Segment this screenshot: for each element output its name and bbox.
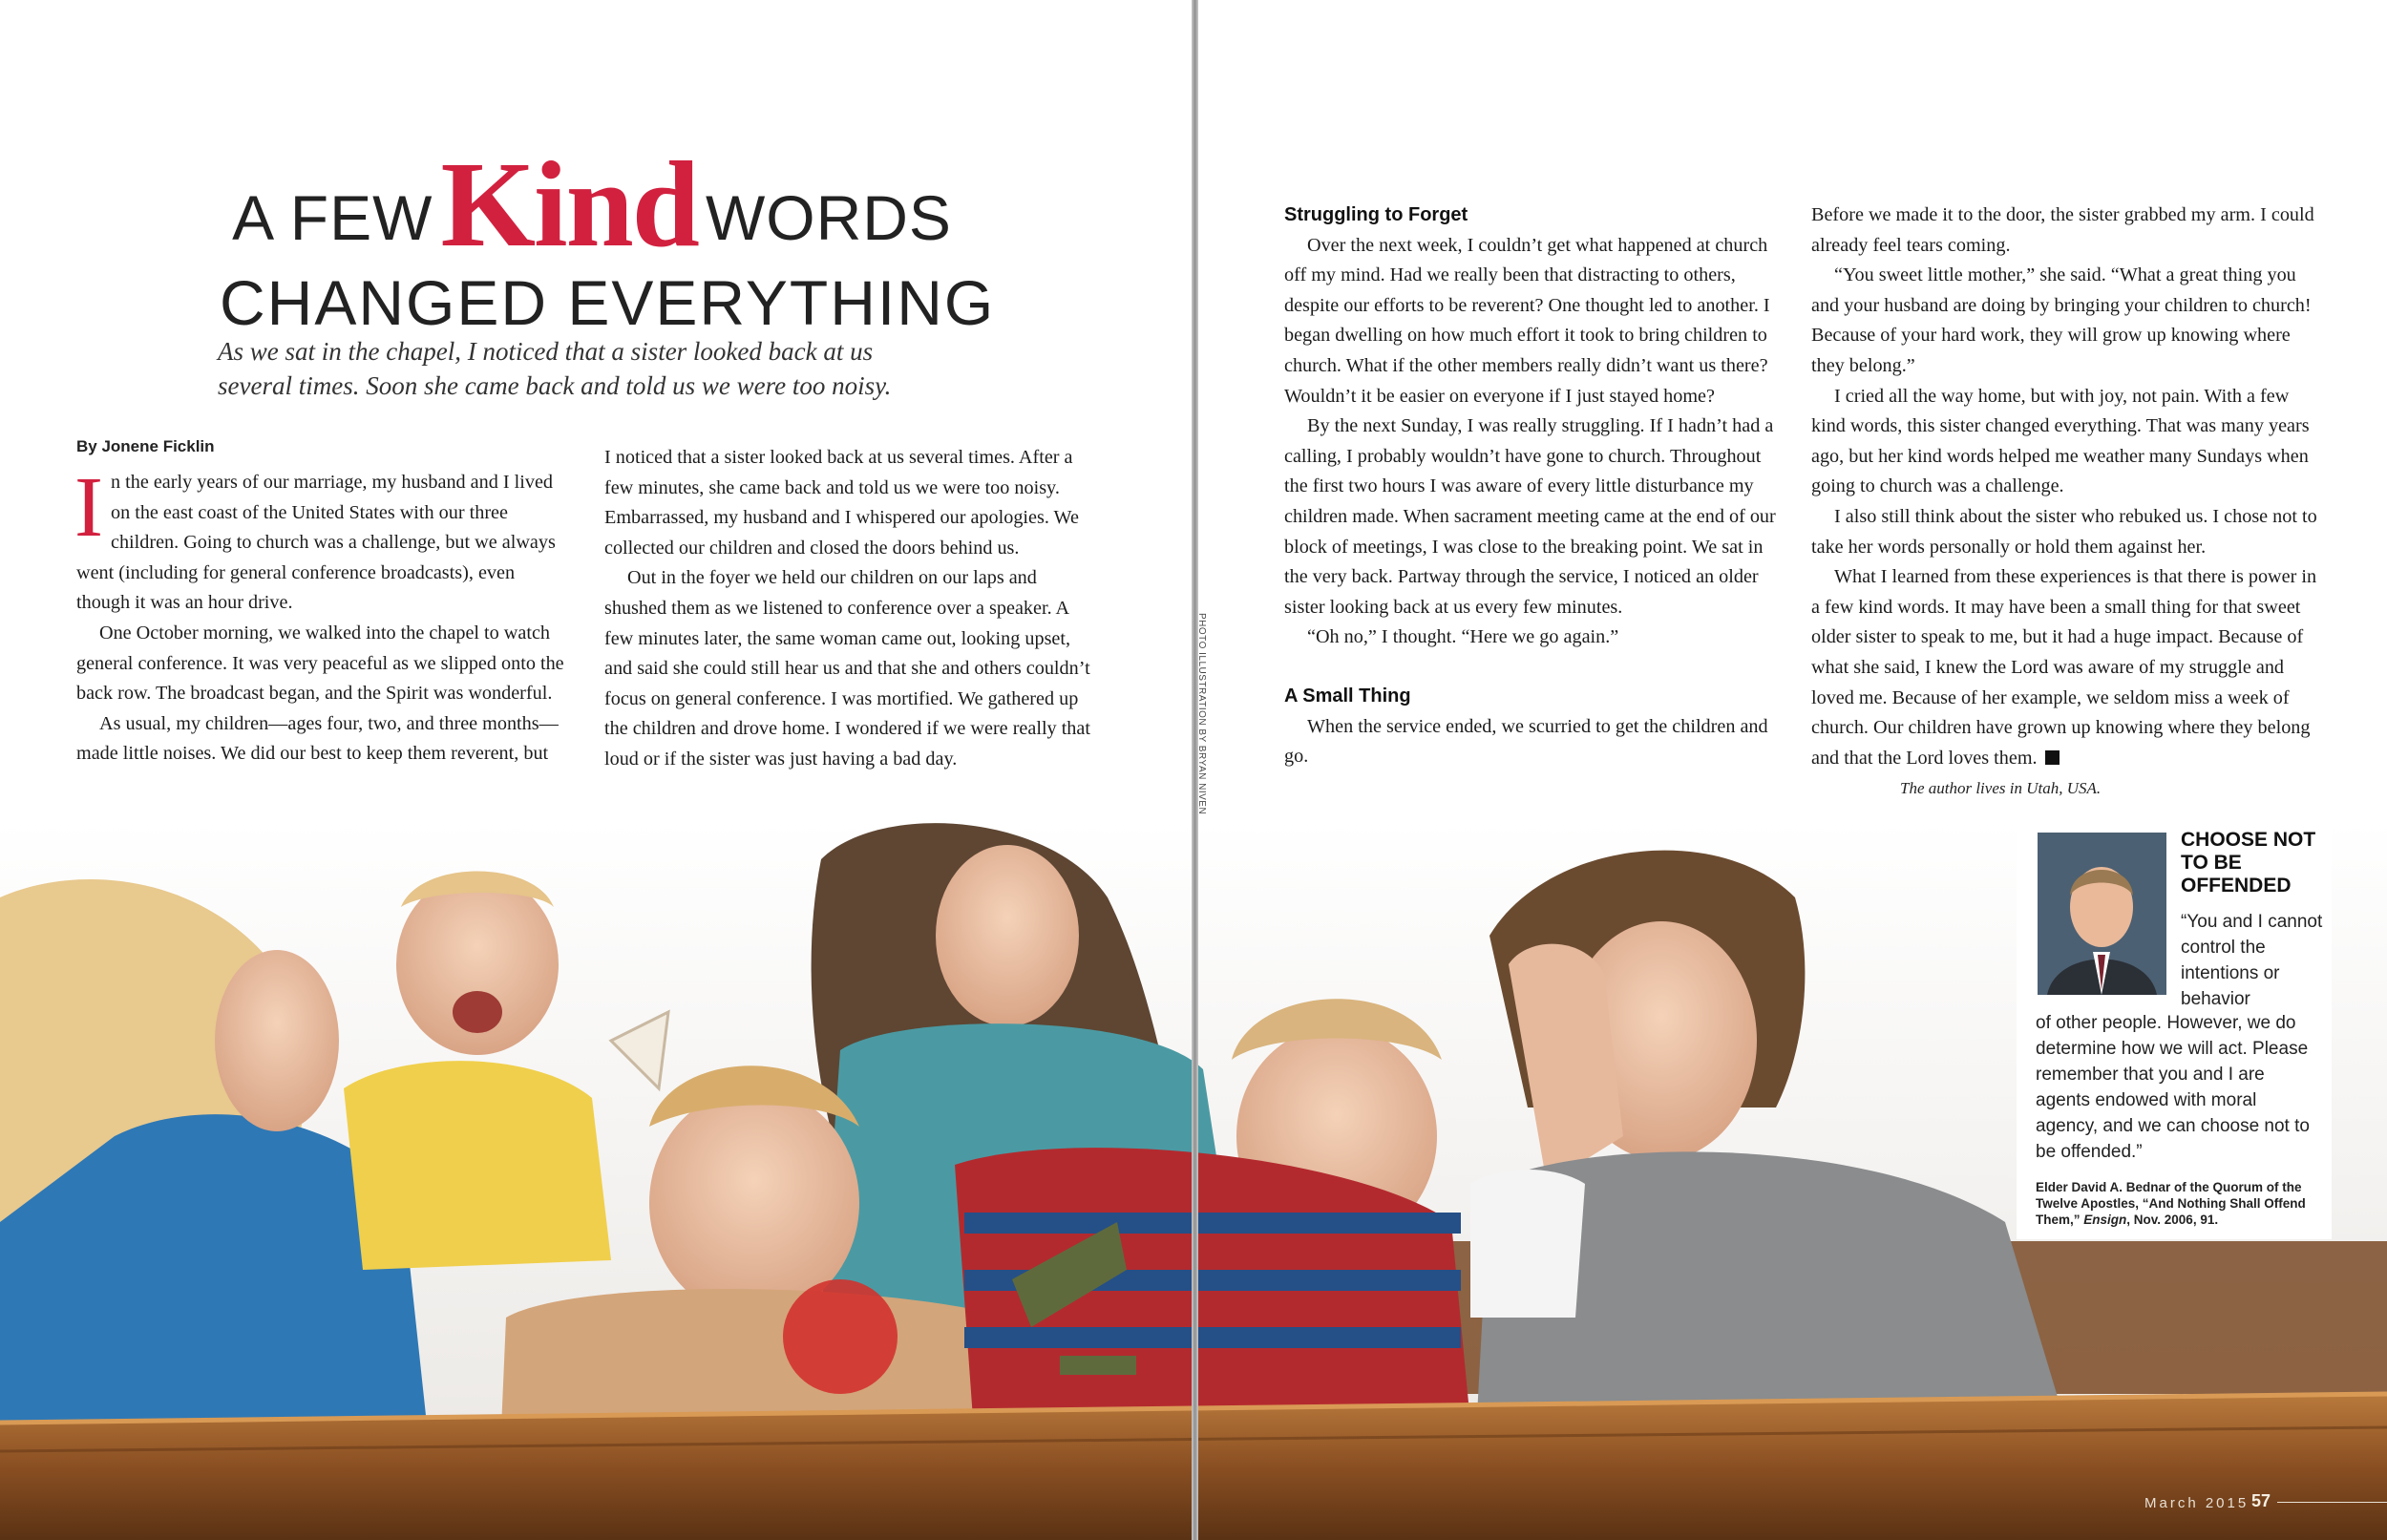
subheading-small-thing: A Small Thing xyxy=(1284,685,1411,707)
citation-main: Elder David A. Bednar of the Quorum of the Twelve Apostles, “And Nothing Shall Offend Them,” xyxy=(2036,1180,2306,1227)
col1-paragraph-2: One October morning, we walked into the chapel to watch general conference. It was very peaceful as we slipped onto the back row. The broadcast began, and the Spirit was wonderful. xyxy=(76,622,564,705)
citation-tail: , Nov. 2006, 91. xyxy=(2126,1213,2219,1227)
speaker-portrait xyxy=(2038,833,2166,995)
drop-cap: I xyxy=(74,460,103,555)
col3-paragraph-1: Over the next week, I couldn’t get what happened at church off my mind. Had we really been that distracting to others, despite our efforts to be reverent? One thought led to another. I began dwelling on how much effort it took to bring children to church. What if the other members really didn’t want us there? Wouldn’t it be easier on everyone if I just stayed home? xyxy=(1284,234,1770,407)
end-mark-icon xyxy=(2045,750,2060,765)
title-line-2: CHANGED EVERYTHING xyxy=(220,267,996,338)
byline: By Jonene Ficklin xyxy=(76,437,215,455)
title-suffix: WORDS xyxy=(705,182,952,253)
article-title xyxy=(220,137,996,338)
article-column-4 xyxy=(1811,200,2317,773)
sidebar-citation xyxy=(2036,1179,2322,1228)
subheading-struggling: Struggling to Forget xyxy=(1284,204,1468,225)
col4-paragraph-3: I cried all the way home, but with joy, not pain. With a few kind words, this sister changed everything. That was many years ago, but her kind words helped me weather many Sundays when going to church was a challenge. xyxy=(1811,385,2310,497)
col1-paragraph-1-text: n the early years of our marriage, my husband and I lived on the east coast of the United States with our three children. Going to church was a challenge, but we always went (including for general conference broadcasts), even though it was an hour drive. xyxy=(76,472,556,614)
deck-line-1: As we sat in the chapel, I noticed that a sister looked back at us xyxy=(218,337,874,366)
photo-credit: PHOTO ILLUSTRATION BY BRYAN NIVEN xyxy=(1196,613,1207,815)
article-column-1 xyxy=(74,460,573,770)
col4-paragraph-1: Before we made it to the door, the sister grabbed my arm. I could already feel tears coming. xyxy=(1811,204,2314,256)
col4-paragraph-4: I also still think about the sister who rebuked us. I chose not to take her words personally or hold them against her. xyxy=(1811,505,2317,558)
deck-line-2: several times. Soon she came back and told us we were too noisy. xyxy=(218,371,892,400)
col3-paragraph-3: “Oh no,” I thought. “Here we go again.” xyxy=(1307,626,1619,648)
col2-paragraph-2: Out in the foyer we held our children on our laps and shushed them as we listened to conference over a speaker. A few minutes later, the same woman came out, looking upset, and said she could still hear us and that she and others couldn’t focus on general conference. I was mortified. We gathered up the children and drove home. I wondered if we were really that loud or if the sister was just having a bad day. xyxy=(604,567,1090,770)
col4-paragraph-5-text: What I learned from these experiences is that there is power in a few kind words. It may have been a small thing for that sweet older sister to speak to me, but it had a huge impact. Because of what she said, I knew the Lord was aware of my struggle and loved me. Because of her example, we seldom miss a week of church. Our children have grown up knowing where they belong and that the Lord loves them. xyxy=(1811,566,2317,769)
title-kind-word: Kind xyxy=(440,137,698,272)
title-line-1 xyxy=(220,137,964,272)
sidebar-quote-bottom: of other people. However, we do determine how we will act. Please remember that you and I are agents endowed with moral agency, and we can choose not to be offended.” xyxy=(2036,1013,2310,1162)
citation-source: Ensign xyxy=(2083,1213,2127,1227)
col3-paragraph-4: When the service ended, we scurried to get the children and go. xyxy=(1284,715,1768,768)
col2-paragraph-1: I noticed that a sister looked back at us several times. After a few minutes, she came back and told us we were too noisy. Embarrassed, my husband and I whispered our apologies. We collected our children and closed the doors behind us. xyxy=(604,447,1079,559)
col1-paragraph-1 xyxy=(74,460,573,619)
article-column-2 xyxy=(604,443,1101,775)
portrait-svg xyxy=(2038,833,2166,995)
col4-paragraph-2: “You sweet little mother,” she said. “What a great thing you and your husband are doing by bringing your children to church! Because of your hard work, they will grow up knowing where they belong.” xyxy=(1811,264,2312,376)
article-column-3 xyxy=(1284,200,1781,772)
sidebar-quote-box xyxy=(2017,819,2332,1239)
col3-paragraph-2: By the next Sunday, I was really struggling. If I hadn’t had a calling, I probably wouldn’t have gone to church. Throughout the first two hours I was aware of every little disturbance my children made. When sacrament meeting came at the end of our block of meetings, I was close to the breaking point. We sat in the very back. Partway through the service, I noticed an older sister looking back at us every few minutes. xyxy=(1284,415,1776,618)
page-number: 57 xyxy=(2251,1491,2271,1510)
sidebar-title: CHOOSE NOT TO BE OFFENDED xyxy=(2181,829,2316,897)
title-prefix: A FEW xyxy=(232,182,433,253)
sidebar-quote-top: “You and I cannot control the intentions or behavior xyxy=(2181,912,2323,1009)
col4-paragraph-5 xyxy=(1811,562,2317,773)
col1-paragraph-3: As usual, my children—ages four, two, and three months—made little noises. We did our best to keep them reverent, but xyxy=(76,712,559,765)
folio-rule xyxy=(2277,1502,2387,1503)
author-note: The author lives in Utah, USA. xyxy=(1900,779,2102,797)
issue-date: March 2015 xyxy=(2144,1495,2250,1511)
article-deck xyxy=(218,334,962,403)
